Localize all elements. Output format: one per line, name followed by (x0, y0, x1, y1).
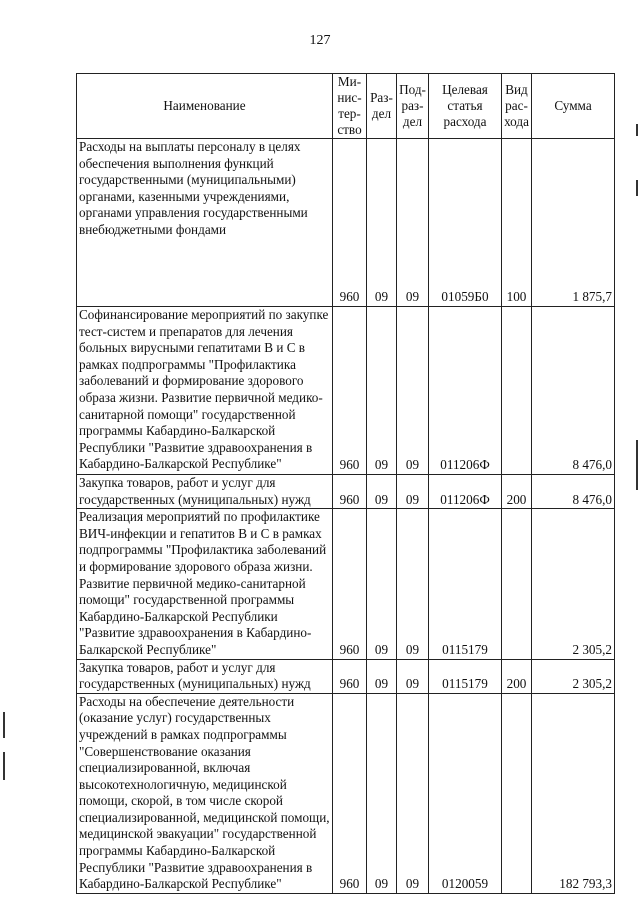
cell-name: Закупка товаров, работ и услуг для государственных (муниципальных) нужд (77, 659, 333, 693)
cell-ministry: 960 (333, 475, 367, 509)
cell-type (502, 693, 532, 893)
cell-type: 200 (502, 659, 532, 693)
header-expense-type-line: Вид (505, 82, 528, 97)
cell-name: Реализация мероприятий по профилактике ВИЧ-инфекции и гепатитов В и С в рамках подпрограммы "Профилактика заболеваний и формирование здорового образа жизни. Развитие первичной медико-санитарной помощи" государственной программы Кабардино-Балкарской Республики "Развитие здравоохранения в Кабардино-Балкарской Республике" (77, 509, 333, 659)
cell-ministry: 960 (333, 509, 367, 659)
cell-section: 09 (367, 139, 397, 307)
header-expense-type-line: хода (504, 114, 529, 129)
cell-section: 09 (367, 693, 397, 893)
cell-target: 0115179 (429, 659, 502, 693)
cell-ministry: 960 (333, 307, 367, 475)
scan-mark-left (3, 752, 5, 780)
header-subsection (397, 74, 429, 139)
budget-table (76, 73, 615, 894)
table-row (77, 307, 615, 475)
cell-section: 09 (367, 475, 397, 509)
cell-type: 100 (502, 139, 532, 307)
header-expense-type-line: рас- (505, 98, 528, 113)
cell-ministry: 960 (333, 139, 367, 307)
cell-sum: 8 476,0 (532, 307, 615, 475)
cell-sum: 1 875,7 (532, 139, 615, 307)
cell-type (502, 509, 532, 659)
cell-name: Расходы на выплаты персоналу в целях обеспечения выполнения функций государственными (муниципальными) органами, казенными учреждениями, органами управления государственными внебюджетными фондами (77, 139, 333, 307)
cell-subsection: 09 (397, 475, 429, 509)
cell-name: Расходы на обеспечение деятельности (оказание услуг) государственных учреждений в рамках подпрограммы "Совершенствование оказания специализированной, включая высокотехнологичную, медицинской помощи, скорой, в том числе скорой специализированной, медицинской помощи, медицинской эвакуации" государственной программы Кабардино-Балкарской Республики "Развитие здравоохранения в Кабардино-Балкарской Республике" (77, 693, 333, 893)
cell-ministry: 960 (333, 659, 367, 693)
cell-target: 0120059 (429, 693, 502, 893)
header-sum-text: Сумма (554, 98, 592, 113)
table-row (77, 509, 615, 659)
table-row (77, 693, 615, 893)
page-number: 127 (309, 33, 331, 48)
header-subsection-line: дел (402, 114, 423, 129)
header-subsection-line: Под- (399, 82, 426, 97)
cell-sum: 2 305,2 (532, 659, 615, 693)
header-target-line: Целевая (442, 82, 488, 97)
cell-sum: 8 476,0 (532, 475, 615, 509)
header-section (367, 74, 397, 139)
cell-type (502, 307, 532, 475)
scan-mark-right (636, 180, 638, 196)
cell-name: Софинансирование мероприятий по закупке тест-систем и препаратов для лечения больных вирусными гепатитами В и С в рамках подпрограммы "Профилактика заболеваний и формирование здорового образа жизни. Развитие первичной медико-санитарной помощи" государственной программы Кабардино-Балкарской Республики "Развитие здравоохранения в Кабардино-Балкарской Республике" (77, 307, 333, 475)
cell-target: 0115179 (429, 509, 502, 659)
cell-subsection: 09 (397, 139, 429, 307)
table-row (77, 659, 615, 693)
cell-section: 09 (367, 509, 397, 659)
scan-mark-right (636, 440, 638, 490)
header-ministry (333, 74, 367, 139)
header-section-line: дел (371, 106, 392, 121)
header-target (429, 74, 502, 139)
cell-target: 01059Б0 (429, 139, 502, 307)
cell-subsection: 09 (397, 307, 429, 475)
header-name (77, 74, 333, 139)
header-ministry-line: тер- (338, 106, 361, 121)
header-expense-type (502, 74, 532, 139)
header-section-line: Раз- (370, 90, 393, 105)
header-subsection-line: раз- (401, 98, 424, 113)
header-ministry-line: Ми- (337, 74, 362, 89)
cell-section: 09 (367, 307, 397, 475)
scan-mark-left (3, 712, 5, 738)
header-target-line: расхода (443, 114, 487, 129)
cell-ministry: 960 (333, 693, 367, 893)
header-sum (532, 74, 615, 139)
table-row (77, 475, 615, 509)
scan-mark-right (636, 124, 638, 136)
header-ministry-line: нис- (337, 90, 362, 105)
cell-type: 200 (502, 475, 532, 509)
cell-subsection: 09 (397, 659, 429, 693)
cell-sum: 2 305,2 (532, 509, 615, 659)
header-name-text: Наименование (163, 98, 246, 113)
cell-section: 09 (367, 659, 397, 693)
header-ministry-line: ство (337, 122, 362, 137)
header-target-line: статья (447, 98, 483, 113)
cell-subsection: 09 (397, 693, 429, 893)
cell-sum: 182 793,3 (532, 693, 615, 893)
cell-target: 011206Ф (429, 475, 502, 509)
cell-name: Закупка товаров, работ и услуг для государственных (муниципальных) нужд (77, 475, 333, 509)
table-header-row (77, 74, 615, 139)
cell-subsection: 09 (397, 509, 429, 659)
cell-target: 011206Ф (429, 307, 502, 475)
table-row (77, 139, 615, 307)
